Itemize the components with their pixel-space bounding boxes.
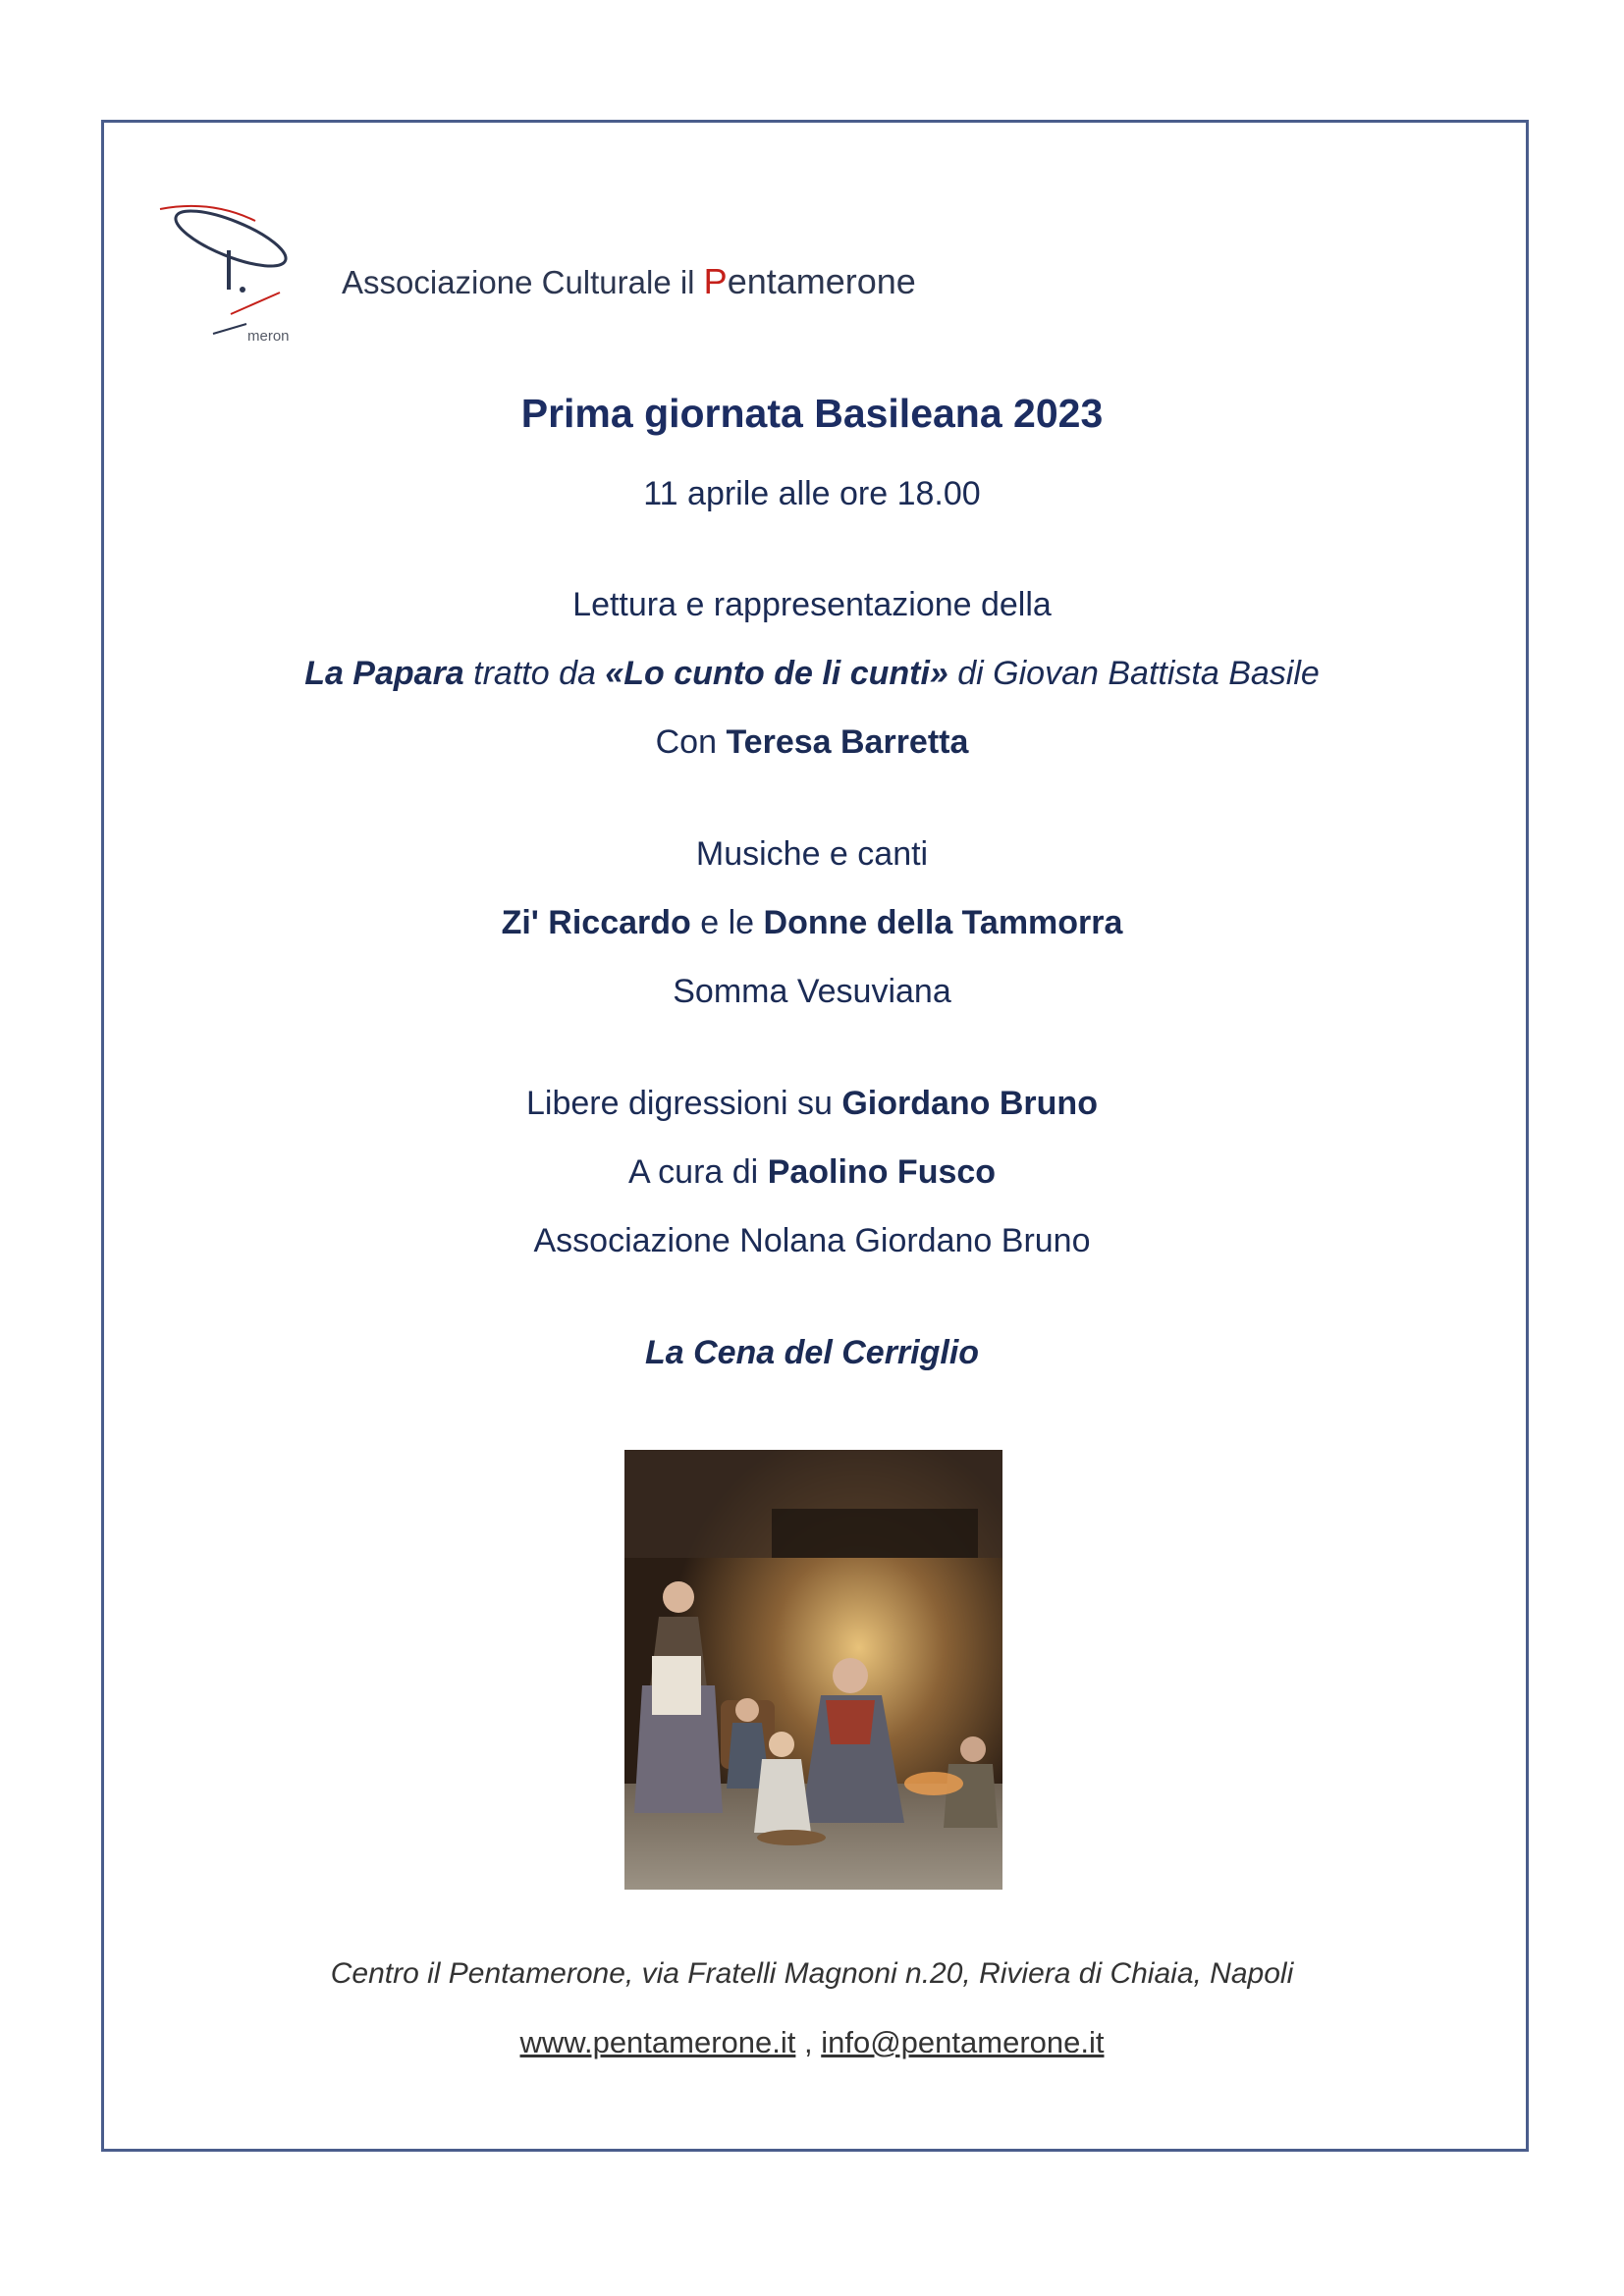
association-initial: P	[703, 261, 728, 301]
association-rest: entamerone	[727, 261, 916, 301]
curated-label: A cura di	[627, 1153, 768, 1191]
website-link[interactable]: www.pentamerone.it	[519, 2025, 796, 2059]
work-title: La Papara	[304, 655, 464, 692]
group-a: Zi' Riccardo	[501, 904, 691, 941]
music-intro: Musiche e canti	[695, 835, 929, 873]
curator-line	[0, 1153, 1624, 1192]
dinner-title: La Cena del Cerriglio	[644, 1334, 980, 1371]
music-place: Somma Vesuviana	[673, 973, 951, 1010]
group-joiner: e le	[690, 904, 764, 941]
group-b: Donne della Tammorra	[763, 904, 1123, 941]
with-label: Con	[655, 723, 727, 761]
organization: Associazione Nolana Giordano Bruno	[533, 1222, 1091, 1259]
performer-line	[0, 723, 1624, 762]
contact-links	[0, 2025, 1624, 2060]
performer-name: Teresa Barretta	[726, 723, 969, 761]
curator-name: Paolino Fusco	[767, 1153, 997, 1191]
author: di Giovan Battista Basile	[947, 655, 1320, 692]
digressions-intro: Libere digressioni su	[526, 1085, 842, 1122]
association-prefix: Associazione Culturale il	[342, 264, 704, 300]
event-title: Prima giornata Basileana 2023	[520, 391, 1104, 436]
venue-address: Centro il Pentamerone, via Fratelli Magnoni n.20, Riviera di Chiaia, Napoli	[330, 1957, 1294, 1990]
event-date: 11 aprile alle ore 18.00	[643, 475, 981, 512]
reading-intro: Lettura e rappresentazione della	[572, 586, 1052, 623]
reading-work-line	[0, 655, 1624, 693]
email-link[interactable]: info@pentamerone.it	[821, 2025, 1105, 2059]
music-groups-line	[0, 904, 1624, 942]
source-title: «Lo cunto de li cunti»	[605, 655, 948, 692]
digressions-line	[0, 1085, 1624, 1123]
pentamerone-logo	[152, 191, 309, 348]
digressions-subject: Giordano Bruno	[841, 1085, 1098, 1122]
painting-image	[624, 1450, 1002, 1890]
tratto-da: tratto da	[463, 655, 606, 692]
link-separator: ,	[795, 2025, 822, 2059]
logo-caption: meron	[247, 328, 290, 345]
association-name	[342, 261, 916, 302]
